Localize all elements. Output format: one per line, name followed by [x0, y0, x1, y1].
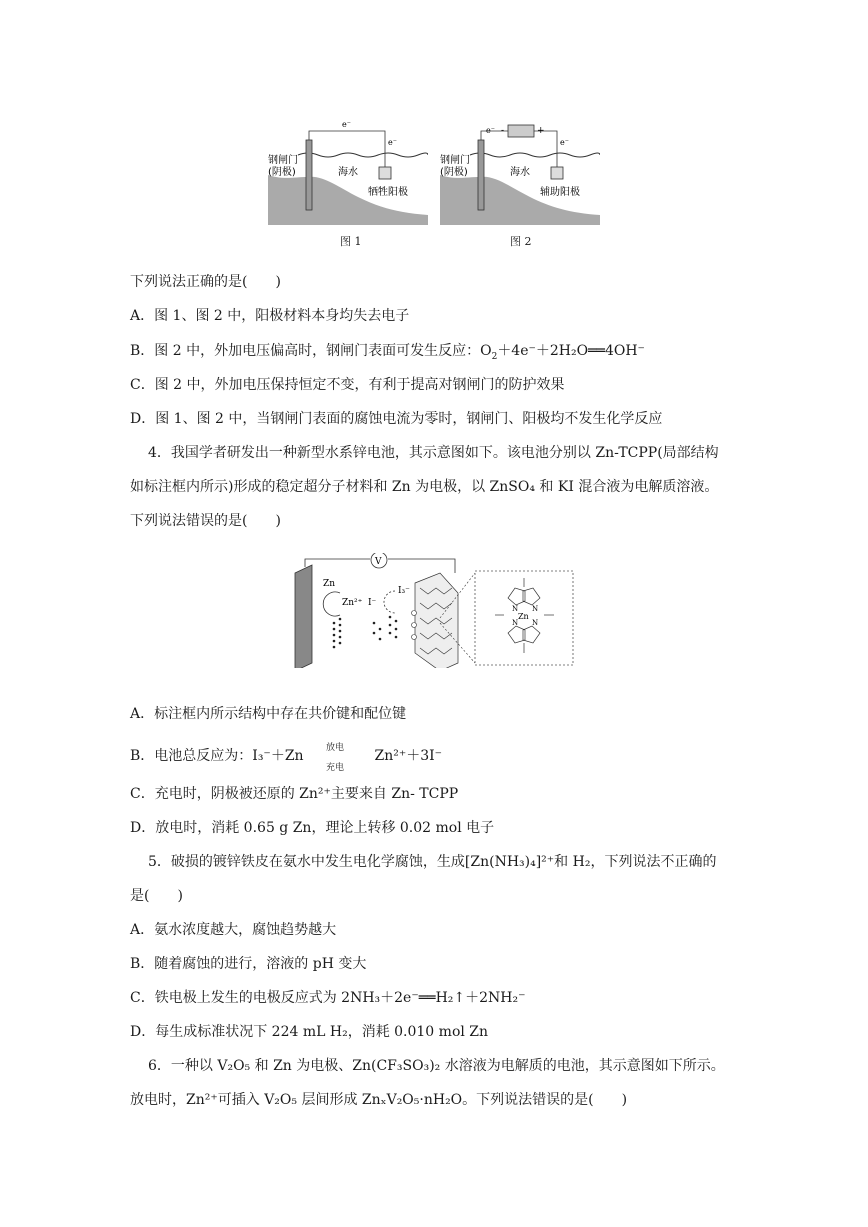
q5-line2: 是( ) [130, 888, 183, 904]
fig2-minus: - [501, 126, 505, 136]
q4-line3: 下列说法错误的是( ) [130, 513, 281, 529]
q4-fig-v: V [375, 557, 382, 567]
fig2-caption: 图 2 [510, 235, 532, 248]
fig1-gate2: (阴极) [268, 167, 296, 178]
fig2-e2: e⁻ [560, 138, 569, 147]
q4-option-d: D．放电时，消耗 0.65 g Zn，理论上转移 0.02 mol 电子 [130, 820, 495, 836]
fig1-e1: e⁻ [342, 120, 351, 129]
q3-option-c: C．图 2 中，外加电压保持恒定不变，有利于提高对钢闸门的防护效果 [130, 377, 565, 393]
fig2-sea: 海水 [510, 167, 530, 178]
q4-b-arrow [314, 743, 364, 773]
q3-option-a: A．图 1、图 2 中，阳极材料本身均失去电子 [130, 308, 410, 324]
q4-b-discharge: 放电 [326, 743, 345, 753]
fig2-anode: 辅助阳极 [540, 187, 580, 198]
q3-option-b: B．图 2 中，外加电压偏高时，钢闸门表面可发生反应：$O_2+4e^-+2H_2O══4OH^-$ [130, 343, 645, 362]
q4-b-post: Zn²⁺＋3I⁻ [374, 748, 443, 764]
q5-option-d: D．每生成标准状况下 224 mL H₂，消耗 0.010 mol Zn [130, 1024, 489, 1040]
q4-fig-n1: N [512, 605, 519, 613]
q3-option-d: D．图 1、图 2 中，当钢闸门表面的腐蚀电流为零时，钢闸门、阳极均不发生化学反应 [130, 411, 663, 427]
fig2-gate2: (阴极) [440, 167, 468, 178]
q5-option-b: B．随着腐蚀的进行，溶液的 pH 变大 [130, 956, 367, 972]
fig1-anode: 牺牲阳极 [368, 187, 408, 198]
q4-fig-i3: I₃⁻ [398, 586, 410, 596]
q6-line1: 6．一种以 V₂O₅ 和 Zn 为电极、Zn(CF₃SO₃)₂ 水溶液为电解质的电池，其示意图如下所示。 [148, 1058, 725, 1074]
q4-option-a: A．标注框内所示结构中存在共价键和配位键 [130, 706, 407, 722]
q4-fig-zn: Zn [323, 579, 336, 589]
q5-line1: 5．破损的镀锌铁皮在氨水中发生电化学腐蚀，生成[Zn(NH₃)₄]²⁺和 H₂，下列说法不正确的 [148, 854, 717, 870]
fig1-e2: e⁻ [388, 138, 397, 147]
q3-stem: 下列说法正确的是( ) [130, 274, 281, 290]
q4-option-b [130, 743, 443, 773]
q4-option-c: C．充电时，阴极被还原的 Zn²⁺主要来自 Zn- TCPP [130, 786, 459, 802]
fig2-e1: e⁻ [486, 126, 495, 135]
q4-b-charge: 充电 [326, 763, 345, 773]
q4-b-pre: B．电池总反应为：I₃⁻＋Zn [130, 748, 304, 764]
q4-fig-znc: Zn [518, 612, 529, 621]
q4-line1: 4．我国学者研发出一种新型水系锌电池，其示意图如下。该电池分别以 Zn-TCPP(局部结构 [148, 445, 719, 461]
q5-option-a: A．氨水浓度越大，腐蚀趋势越大 [130, 922, 337, 938]
fig2-plus: + [537, 126, 545, 136]
q6-line2: 放电时，Zn²⁺可插入 V₂O₅ 层间形成 ZnₓV₂O₅·nH₂O。下列说法错误的是( ) [130, 1092, 628, 1108]
fig1-sea: 海水 [338, 167, 358, 178]
q4-fig-i: I⁻ [368, 598, 377, 608]
fig1-caption: 图 1 [340, 235, 362, 248]
q3-b-pre: B．图 2 中，外加电压偏高时，钢闸门表面可发生反应：O [130, 343, 492, 359]
q4-fig-n2: N [532, 605, 539, 613]
q4-fig-n4: N [532, 619, 539, 627]
q4-fig-zn2: Zn²⁺ [342, 598, 363, 608]
figure-q4-battery [290, 553, 580, 668]
q3-b-post: ＋4e⁻＋2H₂O══4OH⁻ [497, 343, 645, 359]
q4-fig-n3: N [512, 619, 519, 627]
q4-line2: 如标注框内所示)形成的稳定超分子材料和 Zn 为电极，以 ZnSO₄ 和 KI 混合液为电解质溶液。 [130, 479, 719, 495]
q5-option-c: C．铁电极上发生的电极反应式为 2NH₃＋2e⁻══H₂↑＋2NH₂⁻ [130, 990, 526, 1006]
figure-2 [440, 115, 600, 230]
fig2-gate: 钢闸门 [440, 155, 470, 166]
figure-1 [268, 115, 428, 230]
fig1-gate: 钢闸门 [268, 155, 298, 166]
